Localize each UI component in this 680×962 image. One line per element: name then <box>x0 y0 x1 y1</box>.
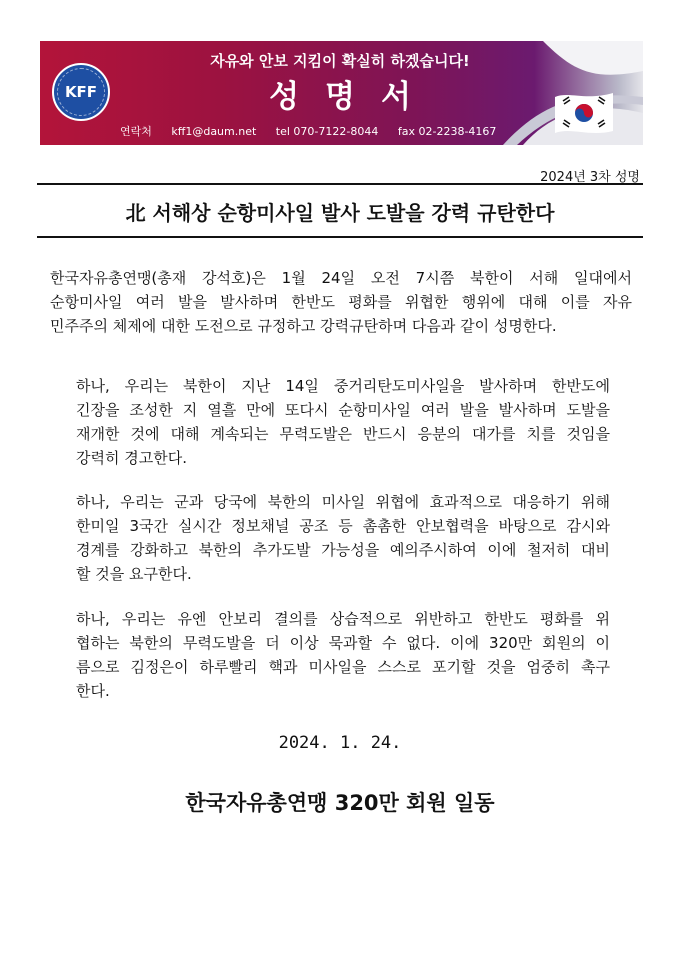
statement-line: 하나, 우리는 군과 당국에 북한의 미사일 위협에 효과적으로 대응하기 위해 <box>76 493 610 511</box>
intro-line: 한국자유총연맹(총재 강석호)은 1월 24일 오전 7시쯤 북한이 서해 일대에서 <box>50 269 632 287</box>
intro-paragraph <box>50 266 632 338</box>
statement-line: 할 것을 요구한다. <box>76 565 192 583</box>
intro-line: 순항미사일 여러 발을 발사하며 한반도 평화를 위협한 행위에 대해 이를 자유 <box>50 293 632 311</box>
page-title: 성명서 <box>269 79 437 115</box>
signature: 한국자유총연맹 320만 회원 일동 <box>185 791 495 815</box>
statement-point-1 <box>76 374 610 470</box>
statement-line: 재개한 것에 대해 계속되는 무력도발은 반드시 응분의 대가를 치를 것임을 <box>76 425 610 443</box>
logo-ring <box>57 68 105 116</box>
intro-line: 민주주의 체제에 대한 도전으로 규정하고 강력규탄하며 다음과 같이 성명한다. <box>50 317 557 335</box>
statement-line: 긴장을 조성한 지 열흘 만에 또다시 순항미사일 여러 발을 발사하며 도발을 <box>76 401 610 419</box>
statement-line: 하나, 우리는 유엔 안보리 결의를 상습적으로 위반하고 한반도 평화를 위 <box>76 610 610 628</box>
issue-number: 2024년 3차 성명 <box>540 170 640 185</box>
header-banner <box>40 41 643 145</box>
korean-flag-icon <box>555 91 613 135</box>
contact-email: kff1@daum.net <box>171 125 257 138</box>
slogan: 자유와 안보 지킴이 확실히 하겠습니다! <box>210 52 470 70</box>
statement-line: 한미일 3국간 실시간 정보채널 공조 등 촘촘한 안보협력을 바탕으로 감시와 <box>76 517 610 535</box>
divider-top <box>37 183 643 185</box>
contact-info <box>120 123 512 139</box>
headline: 北 서해상 순항미사일 발사 도발을 강력 규탄한다 <box>125 201 555 225</box>
statement-point-2 <box>76 490 610 586</box>
contact-tel: tel 070-7122-8044 <box>275 125 379 138</box>
statement-line: 하나, 우리는 북한이 지난 14일 중거리탄도미사일을 발사하며 한반도에 <box>76 377 610 395</box>
kff-logo <box>52 63 110 121</box>
statement-point-3 <box>76 607 610 703</box>
logo-text: KFF <box>64 83 98 101</box>
statement-line: 름으로 김정은이 하루빨리 핵과 미사일을 스스로 포기할 것을 엄중히 촉구 <box>76 658 610 676</box>
contact-fax: fax 02-2238-4167 <box>397 125 497 138</box>
statement-line: 협하는 북한의 무력도발을 더 이상 묵과할 수 없다. 이에 320만 회원의 이 <box>76 634 610 652</box>
statement-date: 2024. 1. 24. <box>278 733 402 753</box>
statement-line: 경계를 강화하고 북한의 추가도발 가능성을 예의주시하여 이에 철저히 대비 <box>76 541 610 559</box>
statement-line: 한다. <box>76 682 110 700</box>
contact-label: 연락처 <box>120 125 152 138</box>
divider-bottom <box>37 236 643 238</box>
statement-line: 강력히 경고한다. <box>76 449 187 467</box>
